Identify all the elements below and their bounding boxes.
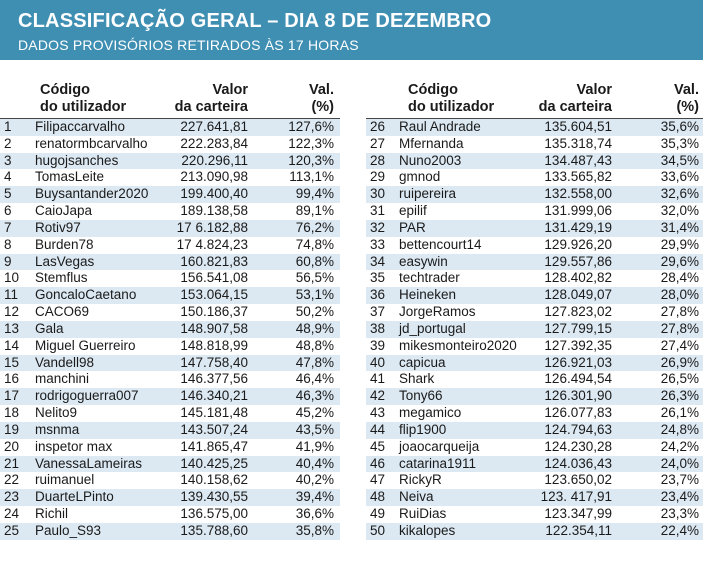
rank-cell: 42 <box>370 388 386 404</box>
table-row <box>366 506 703 523</box>
percent-change-cell: 40,2% <box>295 472 334 488</box>
rank-cell: 4 <box>4 169 12 185</box>
table-row <box>0 304 340 321</box>
percent-change-cell: 47,8% <box>295 354 334 370</box>
user-code-cell: Rotiv97 <box>35 219 81 235</box>
user-code-cell: CaioJapa <box>35 203 93 219</box>
table-row <box>366 169 703 186</box>
user-code-cell: Nuno2003 <box>399 152 462 168</box>
portfolio-value-cell: 126.301,90 <box>544 388 612 404</box>
percent-change-cell: 32,6% <box>660 186 699 202</box>
percent-change-cell: 41,9% <box>295 438 334 454</box>
table-row <box>0 203 340 220</box>
table-row <box>0 270 340 287</box>
user-code-cell: flip1900 <box>399 421 447 437</box>
column-header-pct: Val. (%) <box>309 82 334 115</box>
portfolio-value-cell: 160.821,83 <box>180 253 248 269</box>
table-row <box>366 388 703 405</box>
percent-change-cell: 23,7% <box>660 472 699 488</box>
user-code-cell: epilif <box>399 203 427 219</box>
user-code-cell: ruipereira <box>399 186 457 202</box>
user-code-cell: RuiDias <box>399 506 447 522</box>
percent-change-cell: 35,8% <box>295 522 334 538</box>
portfolio-value-cell: 199.400,40 <box>180 186 248 202</box>
percent-change-cell: 35,3% <box>660 135 699 151</box>
percent-change-cell: 46,4% <box>295 371 334 387</box>
portfolio-value-cell: 146.340,21 <box>180 388 248 404</box>
table-row <box>366 371 703 388</box>
table-row <box>366 355 703 372</box>
percent-change-cell: 48,8% <box>295 337 334 353</box>
user-code-cell: Neiva <box>399 489 434 505</box>
ranking-table-right <box>366 80 703 540</box>
portfolio-value-cell: 148.818,99 <box>180 337 248 353</box>
rank-cell: 1 <box>4 119 12 134</box>
table-row <box>0 405 340 422</box>
rank-cell: 30 <box>370 186 386 202</box>
percent-change-cell: 24,2% <box>660 438 699 454</box>
portfolio-value-cell: 131.999,06 <box>544 203 612 219</box>
table-row <box>366 153 703 170</box>
user-code-cell: DuarteLPinto <box>35 489 114 505</box>
table-row <box>366 220 703 237</box>
portfolio-value-cell: 128.402,82 <box>544 270 612 286</box>
rank-cell: 35 <box>370 270 386 286</box>
percent-change-cell: 120,3% <box>288 152 334 168</box>
portfolio-value-cell: 123.347,99 <box>544 506 612 522</box>
rank-cell: 20 <box>4 438 20 454</box>
portfolio-value-cell: 147.758,40 <box>180 354 248 370</box>
user-code-cell: inspetor max <box>35 438 113 454</box>
table-row <box>366 489 703 506</box>
user-code-cell: Buysantander2020 <box>35 186 149 202</box>
user-code-cell: joaocarqueija <box>399 438 480 454</box>
percent-change-cell: 27,4% <box>660 337 699 353</box>
page-subtitle: DADOS PROVISÓRIOS RETIRADOS ÀS 17 HORAS <box>18 37 359 53</box>
rank-cell: 17 <box>4 388 20 404</box>
percent-change-cell: 56,5% <box>295 270 334 286</box>
user-code-cell: mikesmonteiro2020 <box>399 337 517 353</box>
table-row <box>366 304 703 321</box>
table-row <box>366 237 703 254</box>
percent-change-cell: 46,3% <box>295 388 334 404</box>
percent-change-cell: 45,2% <box>295 405 334 421</box>
portfolio-value-cell: 145.181,48 <box>180 405 248 421</box>
rank-cell: 28 <box>370 152 386 168</box>
table-row <box>0 119 340 136</box>
portfolio-value-cell: 17 4.824,23 <box>176 236 248 252</box>
portfolio-value-cell: 213.090,98 <box>180 169 248 185</box>
rank-cell: 8 <box>4 236 12 252</box>
table-row <box>0 321 340 338</box>
percent-change-cell: 127,6% <box>288 119 334 134</box>
portfolio-value-cell: 150.186,37 <box>180 304 248 320</box>
percent-change-cell: 40,4% <box>295 455 334 471</box>
table-row <box>0 287 340 304</box>
portfolio-value-cell: 135.318,74 <box>544 135 612 151</box>
percent-change-cell: 32,0% <box>660 203 699 219</box>
table-row <box>366 472 703 489</box>
portfolio-value-cell: 222.283,84 <box>180 135 248 151</box>
user-code-cell: Richil <box>35 506 69 522</box>
user-code-cell: TomasLeite <box>35 169 105 185</box>
rank-cell: 32 <box>370 219 386 235</box>
table-row <box>0 220 340 237</box>
portfolio-value-cell: 124.794,63 <box>544 421 612 437</box>
portfolio-value-cell: 132.558,00 <box>544 186 612 202</box>
column-header-value: Valor da carteira <box>174 82 248 115</box>
percent-change-cell: 33,6% <box>660 169 699 185</box>
table-body-left <box>0 119 340 540</box>
user-code-cell: megamico <box>399 405 462 421</box>
user-code-cell: jd_portugal <box>399 320 466 336</box>
rank-cell: 36 <box>370 287 386 303</box>
portfolio-value-cell: 140.158,62 <box>180 472 248 488</box>
table-row <box>0 237 340 254</box>
user-code-cell: capicua <box>399 354 446 370</box>
user-code-cell: ruimanuel <box>35 472 95 488</box>
table-row <box>366 523 703 540</box>
rank-cell: 16 <box>4 371 20 387</box>
percent-change-cell: 113,1% <box>289 169 334 185</box>
percent-change-cell: 53,1% <box>295 287 334 303</box>
rank-cell: 24 <box>4 506 20 522</box>
user-code-cell: manchini <box>35 371 90 387</box>
percent-change-cell: 35,6% <box>660 119 699 134</box>
percent-change-cell: 24,8% <box>660 421 699 437</box>
rank-cell: 34 <box>370 253 386 269</box>
table-row <box>0 388 340 405</box>
rank-cell: 15 <box>4 354 20 370</box>
portfolio-value-cell: 122.354,11 <box>545 522 612 538</box>
rank-cell: 18 <box>4 405 20 421</box>
user-code-cell: Paulo_S93 <box>35 522 102 538</box>
user-code-cell: VanessaLameiras <box>35 455 143 471</box>
portfolio-value-cell: 135.604,51 <box>544 119 612 134</box>
rank-cell: 29 <box>370 169 386 185</box>
table-row <box>366 439 703 456</box>
rank-cell: 49 <box>370 506 386 522</box>
percent-change-cell: 48,9% <box>295 320 334 336</box>
table-row <box>0 186 340 203</box>
rank-cell: 37 <box>370 304 386 320</box>
rank-cell: 10 <box>4 270 20 286</box>
rank-cell: 25 <box>4 522 20 538</box>
portfolio-value-cell: 126.077,83 <box>544 405 612 421</box>
user-code-cell: bettencourt14 <box>399 236 482 252</box>
rank-cell: 31 <box>370 203 386 219</box>
rank-cell: 19 <box>4 421 20 437</box>
table-header-left <box>0 80 340 119</box>
portfolio-value-cell: 143.507,24 <box>180 421 248 437</box>
header-banner <box>0 0 703 60</box>
percent-change-cell: 27,8% <box>660 304 699 320</box>
rank-cell: 44 <box>370 421 386 437</box>
table-row <box>0 523 340 540</box>
user-code-cell: GoncaloCaetano <box>35 287 137 303</box>
percent-change-cell: 99,4% <box>295 186 334 202</box>
portfolio-value-cell: 129.557,86 <box>544 253 612 269</box>
table-row <box>366 422 703 439</box>
table-row <box>0 506 340 523</box>
table-row <box>366 254 703 271</box>
user-code-cell: Filipaccarvalho <box>35 119 126 134</box>
rank-cell: 38 <box>370 320 386 336</box>
rank-cell: 13 <box>4 320 20 336</box>
portfolio-value-cell: 128.049,07 <box>544 287 612 303</box>
portfolio-value-cell: 220.296,11 <box>181 152 248 168</box>
portfolio-value-cell: 141.865,47 <box>180 438 248 454</box>
percent-change-cell: 29,9% <box>660 236 699 252</box>
table-row <box>0 489 340 506</box>
portfolio-value-cell: 135.788,60 <box>180 522 248 538</box>
user-code-cell: Stemflus <box>35 270 88 286</box>
table-row <box>366 136 703 153</box>
percent-change-cell: 23,3% <box>660 506 699 522</box>
rank-cell: 5 <box>4 186 12 202</box>
table-header-right <box>366 80 703 119</box>
table-row <box>366 203 703 220</box>
user-code-cell: Tony66 <box>399 388 443 404</box>
percent-change-cell: 26,5% <box>660 371 699 387</box>
portfolio-value-cell: 124.230,28 <box>544 438 612 454</box>
user-code-cell: LasVegas <box>35 253 95 269</box>
user-code-cell: Miguel Guerreiro <box>35 337 136 353</box>
table-row <box>0 338 340 355</box>
rank-cell: 22 <box>4 472 20 488</box>
percent-change-cell: 50,2% <box>295 304 334 320</box>
percent-change-cell: 22,4% <box>660 522 699 538</box>
rank-cell: 33 <box>370 236 386 252</box>
rank-cell: 43 <box>370 405 386 421</box>
table-row <box>366 119 703 136</box>
rank-cell: 45 <box>370 438 386 454</box>
portfolio-value-cell: 153.064,15 <box>180 287 248 303</box>
portfolio-value-cell: 139.430,55 <box>180 489 248 505</box>
table-row <box>0 371 340 388</box>
percent-change-cell: 28,4% <box>660 270 699 286</box>
table-row <box>366 270 703 287</box>
user-code-cell: Burden78 <box>35 236 94 252</box>
rank-cell: 46 <box>370 455 386 471</box>
column-header-pct: Val. (%) <box>674 82 699 115</box>
portfolio-value-cell: 146.377,56 <box>180 371 248 387</box>
rank-cell: 23 <box>4 489 20 505</box>
user-code-cell: techtrader <box>399 270 460 286</box>
user-code-cell: msnma <box>35 421 80 437</box>
percent-change-cell: 31,4% <box>660 219 699 235</box>
portfolio-value-cell: 133.565,82 <box>544 169 612 185</box>
user-code-cell: CACO69 <box>35 304 90 320</box>
table-row <box>0 472 340 489</box>
percent-change-cell: 26,3% <box>660 388 699 404</box>
column-header-code: Código do utilizador <box>408 82 495 115</box>
rank-cell: 7 <box>4 219 12 235</box>
portfolio-value-cell: 189.138,58 <box>180 203 248 219</box>
table-row <box>0 254 340 271</box>
table-row <box>0 169 340 186</box>
portfolio-value-cell: 127.799,15 <box>544 320 612 336</box>
user-code-cell: Heineken <box>399 287 457 303</box>
table-row <box>366 405 703 422</box>
rank-cell: 40 <box>370 354 386 370</box>
percent-change-cell: 34,5% <box>660 152 699 168</box>
table-row <box>0 422 340 439</box>
rank-cell: 50 <box>370 522 386 538</box>
percent-change-cell: 23,4% <box>660 489 699 505</box>
user-code-cell: Mfernanda <box>399 135 464 151</box>
table-row <box>366 186 703 203</box>
user-code-cell: Gala <box>35 320 64 336</box>
percent-change-cell: 74,8% <box>295 236 334 252</box>
user-code-cell: easywin <box>399 253 448 269</box>
rank-cell: 27 <box>370 135 386 151</box>
user-code-cell: hugojsanches <box>35 152 119 168</box>
table-row <box>0 439 340 456</box>
portfolio-value-cell: 123. 417,91 <box>540 489 612 505</box>
user-code-cell: renatormbcarvalho <box>35 135 148 151</box>
percent-change-cell: 26,9% <box>660 354 699 370</box>
portfolio-value-cell: 156.541,08 <box>180 270 248 286</box>
user-code-cell: kikalopes <box>399 522 456 538</box>
table-row <box>366 456 703 473</box>
user-code-cell: catarina1911 <box>399 455 477 471</box>
rank-cell: 41 <box>370 371 386 387</box>
rank-cell: 3 <box>4 152 12 168</box>
percent-change-cell: 28,0% <box>660 287 699 303</box>
percent-change-cell: 122,3% <box>288 135 334 151</box>
portfolio-value-cell: 134.487,43 <box>544 152 612 168</box>
percent-change-cell: 76,2% <box>295 219 334 235</box>
table-row <box>366 287 703 304</box>
rank-cell: 2 <box>4 135 12 151</box>
user-code-cell: Shark <box>399 371 435 387</box>
table-body-right <box>366 119 703 540</box>
portfolio-value-cell: 129.926,20 <box>544 236 612 252</box>
table-row <box>0 136 340 153</box>
user-code-cell: Vandell98 <box>35 354 95 370</box>
rank-cell: 12 <box>4 304 20 320</box>
table-row <box>0 355 340 372</box>
table-row <box>0 153 340 170</box>
portfolio-value-cell: 124.036,43 <box>544 455 612 471</box>
rank-cell: 21 <box>4 455 20 471</box>
portfolio-value-cell: 127.823,02 <box>544 304 612 320</box>
portfolio-value-cell: 126.494,54 <box>544 371 612 387</box>
percent-change-cell: 27,8% <box>660 320 699 336</box>
rank-cell: 39 <box>370 337 386 353</box>
rank-cell: 14 <box>4 337 20 353</box>
table-row <box>366 321 703 338</box>
rank-cell: 6 <box>4 203 12 219</box>
user-code-cell: PAR <box>399 219 426 235</box>
ranking-table-left <box>0 80 340 540</box>
percent-change-cell: 43,5% <box>295 421 334 437</box>
rank-cell: 26 <box>370 119 386 134</box>
column-header-value: Valor da carteira <box>538 82 612 115</box>
rank-cell: 48 <box>370 489 386 505</box>
user-code-cell: gmnod <box>399 169 441 185</box>
percent-change-cell: 29,6% <box>660 253 699 269</box>
portfolio-value-cell: 17 6.182,88 <box>176 219 248 235</box>
portfolio-value-cell: 123.650,02 <box>544 472 612 488</box>
column-header-code: Código do utilizador <box>40 82 127 115</box>
table-row <box>366 338 703 355</box>
percent-change-cell: 24,0% <box>660 455 699 471</box>
page-title: CLASSIFICAÇÃO GERAL – DIA 8 DE DEZEMBRO <box>18 10 492 32</box>
portfolio-value-cell: 127.392,35 <box>544 337 612 353</box>
table-row <box>0 456 340 473</box>
percent-change-cell: 39,4% <box>295 489 334 505</box>
portfolio-value-cell: 140.425,25 <box>180 455 248 471</box>
portfolio-value-cell: 136.575,00 <box>180 506 248 522</box>
rank-cell: 47 <box>370 472 386 488</box>
rank-cell: 9 <box>4 253 12 269</box>
user-code-cell: Raul Andrade <box>399 119 481 134</box>
user-code-cell: JorgeRamos <box>399 304 476 320</box>
user-code-cell: Nelito9 <box>35 405 78 421</box>
user-code-cell: rodrigoguerra007 <box>35 388 139 404</box>
user-code-cell: RickyR <box>399 472 442 488</box>
portfolio-value-cell: 126.921,03 <box>544 354 612 370</box>
portfolio-value-cell: 131.429,19 <box>544 219 612 235</box>
percent-change-cell: 36,6% <box>295 506 334 522</box>
percent-change-cell: 60,8% <box>295 253 334 269</box>
percent-change-cell: 89,1% <box>295 203 334 219</box>
portfolio-value-cell: 148.907,58 <box>180 320 248 336</box>
rank-cell: 11 <box>4 287 19 303</box>
portfolio-value-cell: 227.641,81 <box>180 119 248 134</box>
percent-change-cell: 26,1% <box>660 405 699 421</box>
